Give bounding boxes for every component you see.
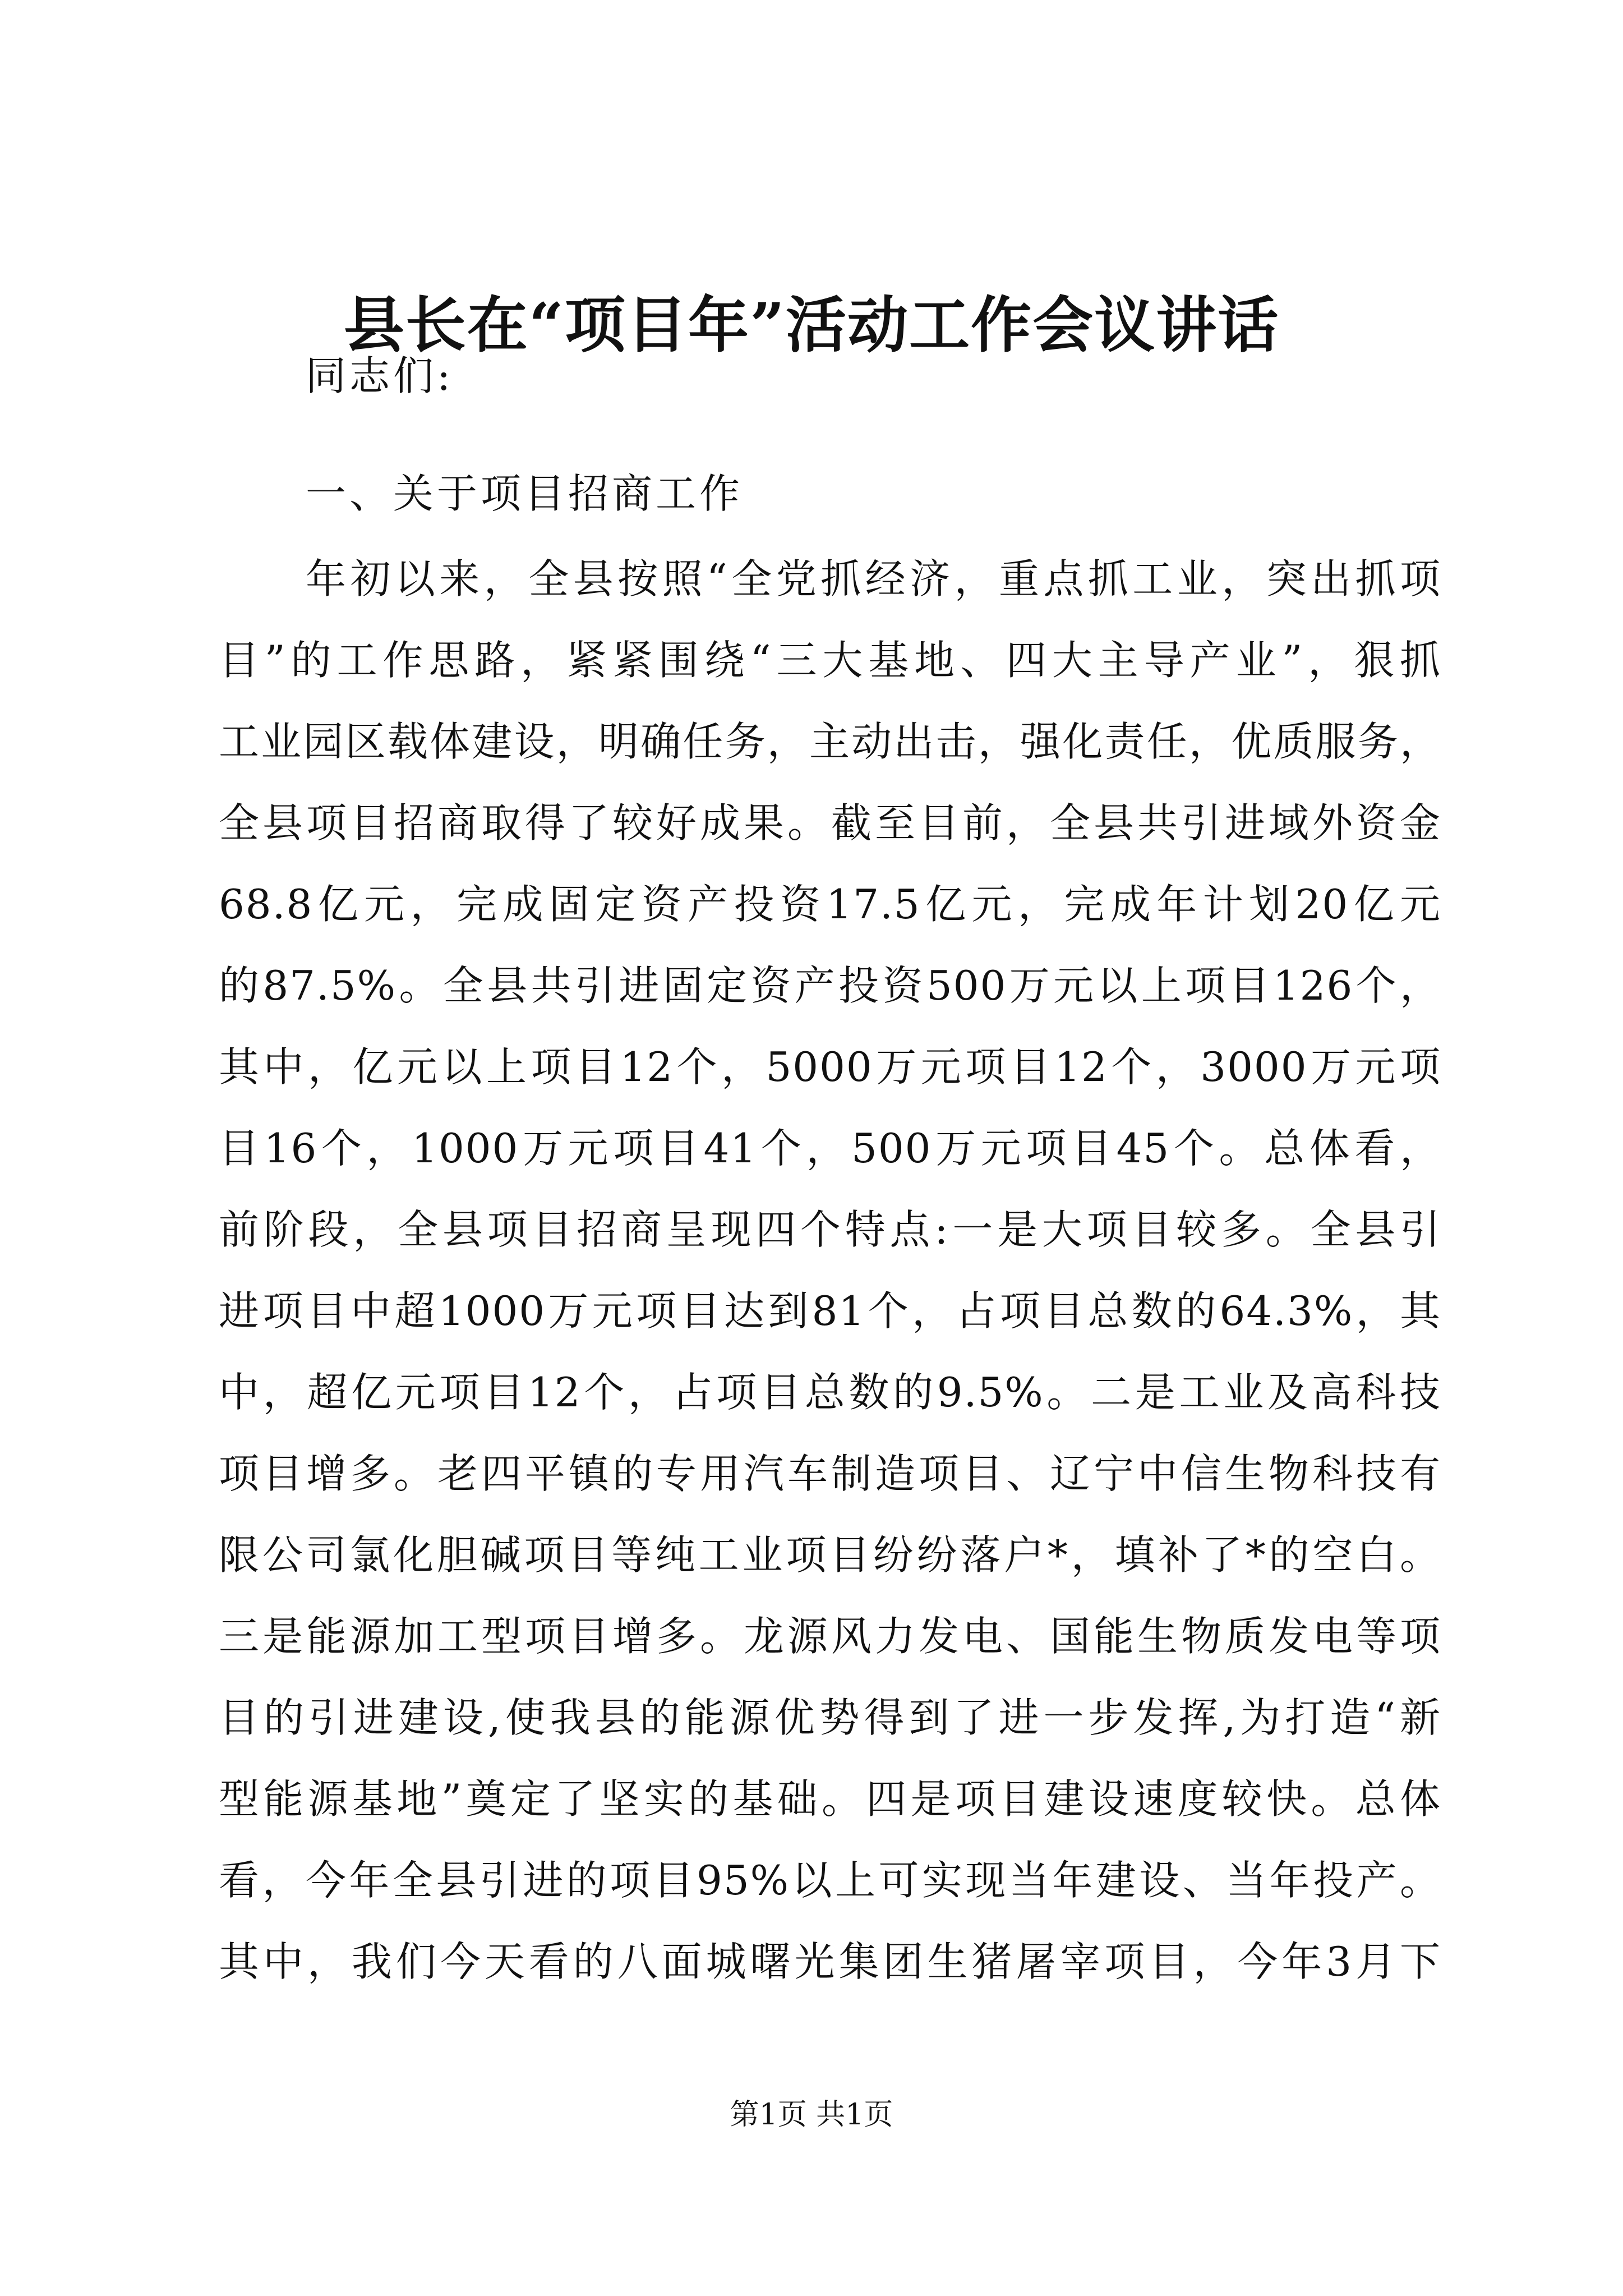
body-line: 中，超亿元项目12个，占项目总数的9.5%。二是工业及高科技 [219,1369,1441,1416]
body-line: 全县项目招商取得了较好成果。截至目前，全县共引进域外资金 [219,799,1441,846]
body-paragraph [219,539,1441,2003]
body-line: 的87.5%。全县共引进固定资产投资500万元以上项目126个， [219,962,1441,1009]
section-heading: 一、关于项目招商工作 [306,470,744,517]
body-line: 目的引进建设,使我县的能源优势得到了进一步发挥,为打造“新 [219,1694,1441,1741]
body-line: 68.8亿元，完成固定资产投资17.5亿元，完成年计划20亿元 [219,881,1441,928]
body-line: 目”的工作思路，紧紧围绕“三大基地、四大主导产业”，狠抓 [219,637,1441,684]
document-title: 县长在“项目年”活动工作会议讲话 [343,290,1280,361]
body-line: 目16个，1000万元项目41个，500万元项目45个。总体看， [219,1125,1441,1172]
salutation: 同志们: [306,352,454,399]
body-line: 限公司氯化胆碱项目等纯工业项目纷纷落户*，填补了*的空白。 [219,1531,1441,1579]
body-line: 项目增多。老四平镇的专用汽车制造项目、辽宁中信生物科技有 [219,1450,1441,1497]
body-line: 型能源基地”奠定了坚实的基础。四是项目建设速度较快。总体 [219,1775,1441,1823]
page-footer: 第1页 共1页 [730,2098,893,2132]
body-line: 年初以来，全县按照“全党抓经济，重点抓工业，突出抓项 [306,555,1441,602]
body-line: 看，今年全县引进的项目95%以上可实现当年建设、当年投产。 [219,1857,1441,1904]
body-line: 三是能源加工型项目增多。龙源风力发电、国能生物质发电等项 [219,1613,1441,1660]
body-line: 前阶段，全县项目招商呈现四个特点:一是大项目较多。全县引 [219,1206,1441,1253]
body-line: 其中，我们今天看的八面城曙光集团生猪屠宰项目，今年3月下 [219,1938,1441,1985]
body-line: 其中，亿元以上项目12个，5000万元项目12个，3000万元项 [219,1043,1441,1091]
body-line: 工业园区载体建设，明确任务，主动出击，强化责任，优质服务， [219,718,1441,765]
body-line: 进项目中超1000万元项目达到81个，占项目总数的64.3%，其 [219,1287,1441,1335]
